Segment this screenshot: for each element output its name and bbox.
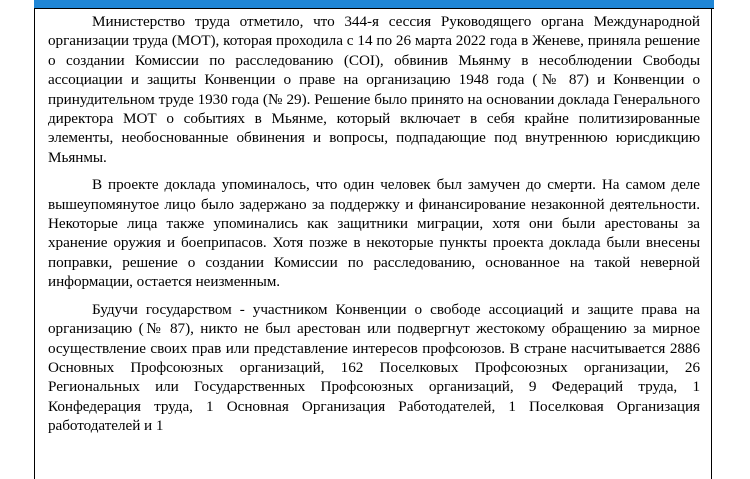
- paragraph-draft-report: В проекте доклада упоминалось, что один человек был замучен до смерти. На самом деле вышеупомянутое лицо было задержано за поддержку и финансирование незаконной деятельности. Некоторые лица также упоминались как защитники миграции, хотя они были арестованы за хранение оружия и боеприпасов. Хотя позже в некоторые пункты проекта доклада были внесены поправки, решение о создании Комиссии по расследованию, основанное на такой неверной информации, остается неизменным.: [48, 176, 700, 291]
- document-body: [48, 12, 700, 444]
- paragraph-ilo-decision: Министерство труда отметило, что 344-я сессия Руководящего органа Международной организации труда (МОТ), которая проходила с 14 по 26 марта 2022 года в Женеве, приняла решение о создании Комиссии по расследованию (COI), обвинив Мьянму в несоблюдении Свободы ассоциации и защиты Конвенции о праве на организацию 1948 года (№ 87) и Конвенции о принудительном труде 1930 года (№ 29). Решение было принято на основании доклада Генерального директора МОТ о событиях в Мьянме, который включает в себя крайне политизированные элементы, необоснованные обвинения и вопросы, подпадающие под внутреннюю юрисдикцию Мьянмы.: [48, 13, 700, 166]
- top-color-band: [34, 0, 714, 9]
- paragraph-trade-unions: Будучи государством - участником Конвенции о свободе ассоциаций и защите права на организацию (№ 87), никто не был арестован или подвергнут жестокому обращению за мирное осуществление своих прав или представление интересов профсоюзов. В стране насчитывается 2886 Основных Профсоюзных организаций, 162 Поселковых Профсоюзных организации, 26 Региональных или Государственных Профсоюзных организаций, 9 Федераций труда, 1 Конфедерация труда, 1 Основная Организация Работодателей, 1 Поселковая Организация работодателей и 1: [48, 300, 700, 435]
